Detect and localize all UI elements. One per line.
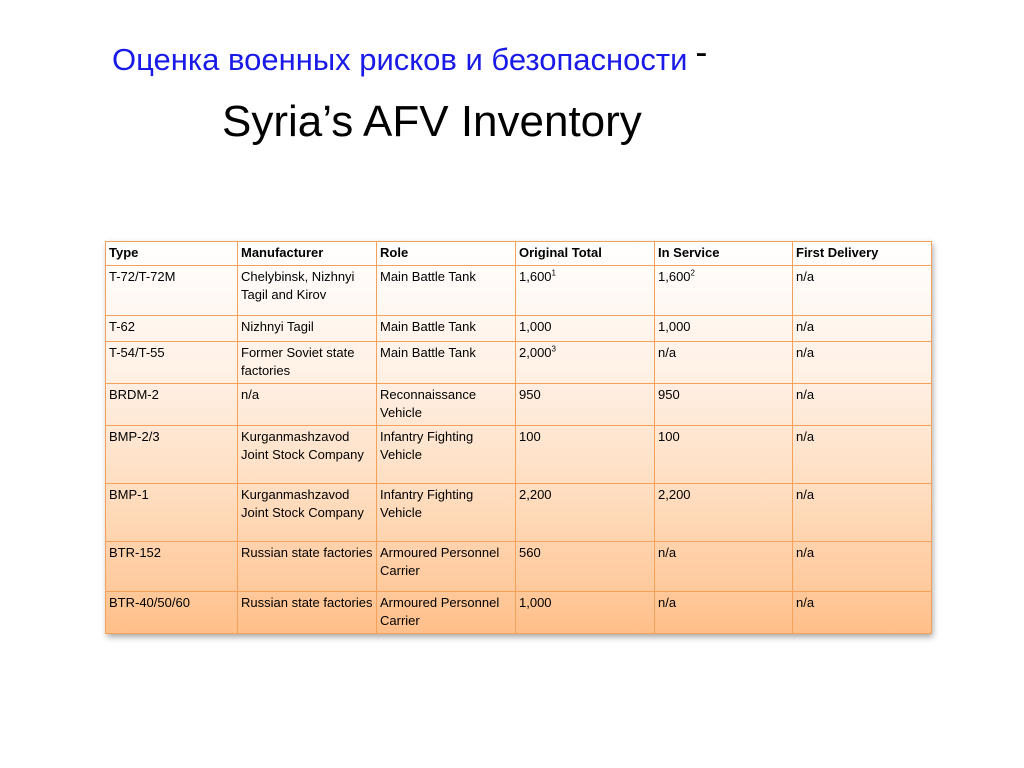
cell-in-service: n/a bbox=[655, 592, 793, 634]
cell-manufacturer: Russian state factories bbox=[238, 542, 377, 592]
cell-manufacturer: Russian state factories bbox=[238, 592, 377, 634]
cell-type: T-54/T-55 bbox=[106, 342, 238, 384]
table-row bbox=[106, 426, 932, 484]
cell-original-total: 1,000 bbox=[516, 592, 655, 634]
cell-first-delivery: n/a bbox=[793, 542, 932, 592]
cell-first-delivery: n/a bbox=[793, 484, 932, 542]
header-original-total: Original Total bbox=[516, 242, 655, 266]
cell-first-delivery: n/a bbox=[793, 592, 932, 634]
table-row bbox=[106, 266, 932, 316]
header-role: Role bbox=[377, 242, 516, 266]
cell-role: Infantry Fighting Vehicle bbox=[377, 484, 516, 542]
cell-first-delivery: n/a bbox=[793, 342, 932, 384]
table-row bbox=[106, 592, 932, 634]
cell-type: BTR-152 bbox=[106, 542, 238, 592]
cell-type: BTR-40/50/60 bbox=[106, 592, 238, 634]
table-row bbox=[106, 542, 932, 592]
cell-manufacturer: Kurganmashzavod Joint Stock Company bbox=[238, 484, 377, 542]
cell-manufacturer: Former Soviet state factories bbox=[238, 342, 377, 384]
cell-value: 2,000 bbox=[519, 345, 552, 360]
cell-original-total bbox=[516, 342, 655, 384]
cell-role: Main Battle Tank bbox=[377, 342, 516, 384]
header-manufacturer: Manufacturer bbox=[238, 242, 377, 266]
cell-original-total: 950 bbox=[516, 384, 655, 426]
header-in-service: In Service bbox=[655, 242, 793, 266]
cell-first-delivery: n/a bbox=[793, 266, 932, 316]
cell-role: Reconnaissance Vehicle bbox=[377, 384, 516, 426]
cell-in-service: n/a bbox=[655, 542, 793, 592]
cell-original-total: 2,200 bbox=[516, 484, 655, 542]
cell-role: Main Battle Tank bbox=[377, 316, 516, 342]
cell-value: 1,600 bbox=[658, 269, 691, 284]
cell-manufacturer: Kurganmashzavod Joint Stock Company bbox=[238, 426, 377, 484]
cell-in-service bbox=[655, 266, 793, 316]
afv-inventory-table-container bbox=[105, 241, 931, 634]
table-row bbox=[106, 342, 932, 384]
table-row bbox=[106, 384, 932, 426]
title-english-text: Syria’s AFV Inventory bbox=[222, 97, 642, 146]
cell-manufacturer: n/a bbox=[238, 384, 377, 426]
cell-original-total bbox=[516, 266, 655, 316]
cell-type: T-72/T-72M bbox=[106, 266, 238, 316]
table-header-row bbox=[106, 242, 932, 266]
cell-in-service: n/a bbox=[655, 342, 793, 384]
cell-value: 1,600 bbox=[519, 269, 552, 284]
cell-original-total: 1,000 bbox=[516, 316, 655, 342]
table-row bbox=[106, 316, 932, 342]
cell-first-delivery: n/a bbox=[793, 316, 932, 342]
footnote-marker: 3 bbox=[551, 344, 556, 354]
title-line-russian bbox=[112, 31, 708, 80]
cell-type: BRDM-2 bbox=[106, 384, 238, 426]
cell-in-service: 1,000 bbox=[655, 316, 793, 342]
cell-in-service: 950 bbox=[655, 384, 793, 426]
header-type: Type bbox=[106, 242, 238, 266]
cell-first-delivery: n/a bbox=[793, 384, 932, 426]
cell-manufacturer: Nizhnyi Tagil bbox=[238, 316, 377, 342]
title-russian-text: Оценка военных рисков и безопасности bbox=[112, 42, 688, 77]
cell-manufacturer: Chelybinsk, Nizhnyi Tagil and Kirov bbox=[238, 266, 377, 316]
cell-type: BMP-2/3 bbox=[106, 426, 238, 484]
header-first-delivery: First Delivery bbox=[793, 242, 932, 266]
cell-in-service: 2,200 bbox=[655, 484, 793, 542]
table-row bbox=[106, 484, 932, 542]
cell-in-service: 100 bbox=[655, 426, 793, 484]
cell-role: Infantry Fighting Vehicle bbox=[377, 426, 516, 484]
cell-original-total: 560 bbox=[516, 542, 655, 592]
cell-role: Armoured Personnel Carrier bbox=[377, 542, 516, 592]
footnote-marker: 1 bbox=[551, 268, 556, 278]
cell-role: Armoured Personnel Carrier bbox=[377, 592, 516, 634]
cell-type: T-62 bbox=[106, 316, 238, 342]
cell-role: Main Battle Tank bbox=[377, 266, 516, 316]
cell-first-delivery: n/a bbox=[793, 426, 932, 484]
title-dash: - bbox=[695, 31, 708, 72]
footnote-marker: 2 bbox=[690, 268, 695, 278]
cell-original-total: 100 bbox=[516, 426, 655, 484]
afv-inventory-table bbox=[105, 241, 932, 634]
cell-type: BMP-1 bbox=[106, 484, 238, 542]
